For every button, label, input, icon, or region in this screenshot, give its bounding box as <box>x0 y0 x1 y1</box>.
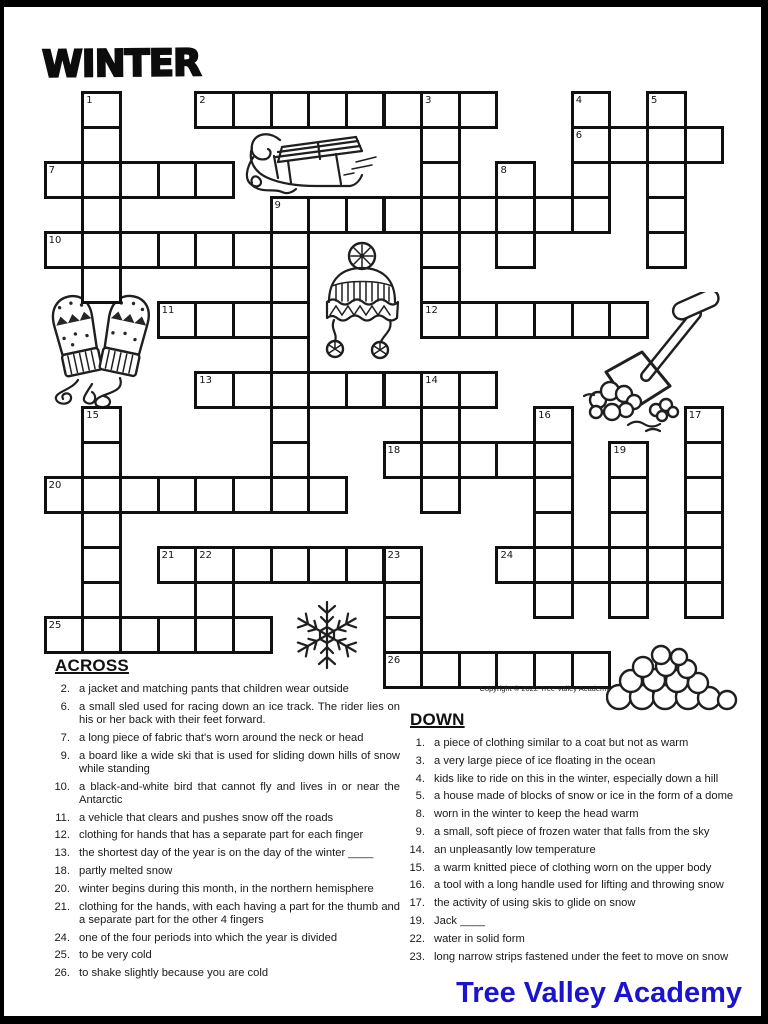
grid-cell[interactable] <box>157 161 198 199</box>
cell-number: 20 <box>48 479 62 491</box>
down-clue-15 <box>401 862 761 875</box>
cell-number: 4 <box>575 94 583 106</box>
grid-cell[interactable] <box>270 266 311 304</box>
grid-cell[interactable] <box>383 371 424 409</box>
grid-cell[interactable] <box>44 231 85 269</box>
across-clue-11 <box>46 812 400 825</box>
grid-cell[interactable] <box>194 581 235 619</box>
grid-cell[interactable] <box>533 476 574 514</box>
across-clue-10 <box>46 781 400 807</box>
grid-cell[interactable] <box>81 196 122 234</box>
grid-cell[interactable] <box>270 441 311 479</box>
clue-text: clothing for hands that has a separate part for each finger <box>79 829 364 842</box>
down-clue-5 <box>401 790 761 803</box>
clue-number: 17. <box>409 897 425 910</box>
grid-cell[interactable] <box>458 371 499 409</box>
grid-cell[interactable] <box>81 126 122 164</box>
clue-text: a black-and-white bird that cannot fly and lives in or near the Antarctic <box>79 780 400 806</box>
grid-cell[interactable] <box>345 196 386 234</box>
down-clue-23 <box>401 951 761 964</box>
grid-cell[interactable] <box>684 511 725 549</box>
down-clue-19 <box>401 915 761 928</box>
grid-cell[interactable] <box>495 546 536 584</box>
grid-cell[interactable] <box>420 651 461 689</box>
grid-cell[interactable] <box>119 231 160 269</box>
grid-cell[interactable] <box>345 91 386 129</box>
grid-cell[interactable] <box>684 476 725 514</box>
grid-cell[interactable] <box>420 301 461 339</box>
grid-cell[interactable] <box>232 301 273 339</box>
grid-cell[interactable] <box>571 126 612 164</box>
across-clue-26 <box>46 967 400 980</box>
grid-cell[interactable] <box>119 616 160 654</box>
grid-cell[interactable] <box>646 196 687 234</box>
clue-number: 19. <box>409 914 425 927</box>
grid-cell[interactable] <box>345 546 386 584</box>
cell-number: 5 <box>651 94 658 106</box>
clue-number: 2. <box>60 683 70 695</box>
cell-number: 18 <box>387 444 401 456</box>
grid-cell[interactable] <box>684 441 725 479</box>
grid-cell[interactable] <box>307 371 348 409</box>
grid-cell[interactable] <box>646 126 687 164</box>
clue-number: 9. <box>60 749 70 762</box>
grid-cell[interactable] <box>194 476 235 514</box>
down-clue-16 <box>401 879 761 892</box>
grid-cell[interactable] <box>420 406 461 444</box>
clue-text: a long piece of fabric that's worn around the neck or head <box>79 731 364 744</box>
clue-text: to shake slightly because you are cold <box>79 967 269 980</box>
grid-cell[interactable] <box>270 231 311 269</box>
grid-cell[interactable] <box>194 161 235 199</box>
clue-text: a board like a wide ski that is used for sliding down hills of snow while standing <box>79 749 400 775</box>
grid-cell[interactable] <box>571 161 612 199</box>
grid-cell[interactable] <box>44 616 85 654</box>
down-clue-4 <box>401 773 761 786</box>
clue-number: 4. <box>415 772 425 785</box>
cell-number: 1 <box>86 94 93 106</box>
across-clue-list <box>46 683 400 980</box>
grid-cell[interactable] <box>119 161 160 199</box>
clue-text: a warm knitted piece of clothing worn on the upper body <box>434 861 712 874</box>
cell-number: 15 <box>86 409 100 421</box>
clue-number: 1. <box>415 737 425 749</box>
grid-cell[interactable] <box>307 196 348 234</box>
clue-text: the shortest day of the year is on the day of the winter ____ <box>79 847 374 860</box>
cell-number: 19 <box>613 444 627 456</box>
grid-cell[interactable] <box>194 231 235 269</box>
grid-cell[interactable] <box>458 301 499 339</box>
grid-cell[interactable] <box>533 651 574 689</box>
down-clue-3 <box>401 755 761 768</box>
clue-text: an unpleasantly low temperature <box>434 843 596 856</box>
grid-cell[interactable] <box>81 441 122 479</box>
grid-cell[interactable] <box>270 546 311 584</box>
grid-cell[interactable] <box>270 301 311 339</box>
grid-cell[interactable] <box>232 476 273 514</box>
clue-text: a small, soft piece of frozen water that falls from the sky <box>434 825 710 838</box>
grid-cell[interactable] <box>420 91 461 129</box>
grid-cell[interactable] <box>495 231 536 269</box>
grid-cell[interactable] <box>458 441 499 479</box>
clue-number: 3. <box>415 754 425 767</box>
cell-number: 24 <box>500 549 514 561</box>
grid-cell[interactable] <box>81 231 122 269</box>
grid-cell[interactable] <box>383 196 424 234</box>
grid-cell[interactable] <box>495 441 536 479</box>
grid-cell[interactable] <box>81 91 122 129</box>
grid-cell[interactable] <box>270 406 311 444</box>
grid-cell[interactable] <box>270 91 311 129</box>
grid-cell[interactable] <box>81 161 122 199</box>
grid-cell[interactable] <box>345 371 386 409</box>
across-clue-25 <box>46 949 400 962</box>
cell-number: 26 <box>387 654 401 666</box>
clue-text: water in solid form <box>434 932 525 945</box>
cell-number: 14 <box>425 374 438 386</box>
clue-text: clothing for the hands, with each having a part for the thumb and a separate part for the other 4 fingers <box>79 900 400 926</box>
clue-number: 9. <box>415 825 425 838</box>
clue-number: 16. <box>409 879 425 892</box>
clue-text: a very large piece of ice floating in the ocean <box>434 754 656 767</box>
copyright-text: Copyright © 2022 Tree Valley Academy <box>479 684 610 693</box>
grid-cell[interactable] <box>684 126 725 164</box>
cell-number: 9 <box>274 199 281 211</box>
grid-cell[interactable] <box>420 266 461 304</box>
cell-number: 13 <box>199 374 212 386</box>
grid-cell[interactable] <box>495 196 536 234</box>
cell-number: 3 <box>425 94 432 106</box>
grid-cell[interactable] <box>608 511 649 549</box>
grid-cell[interactable] <box>495 161 536 199</box>
clue-text: a small sled used for racing down an ice track. The rider lies on his or her back with their feet forward. <box>79 700 400 726</box>
cell-number: 21 <box>161 549 175 561</box>
page-title: WINTER <box>41 41 201 86</box>
clue-number: 11. <box>55 811 70 824</box>
grid-cell[interactable] <box>232 91 273 129</box>
clue-number: 24. <box>54 931 70 944</box>
grid-cell[interactable] <box>571 196 612 234</box>
brand-logo-text[interactable]: Tree Valley Academy <box>456 977 742 1009</box>
grid-cell[interactable] <box>81 616 122 654</box>
grid-cell[interactable] <box>194 91 235 129</box>
grid-cell[interactable] <box>458 651 499 689</box>
clue-text: to be very cold <box>79 949 152 962</box>
grid-cell[interactable] <box>157 546 198 584</box>
grid-cell[interactable] <box>194 301 235 339</box>
grid-cell[interactable] <box>270 196 311 234</box>
clue-text: Jack ____ <box>434 914 485 927</box>
cell-number: 25 <box>48 619 62 631</box>
winter-hat-icon <box>316 239 408 363</box>
grid-cell[interactable] <box>608 126 649 164</box>
grid-cell[interactable] <box>420 231 461 269</box>
grid-cell[interactable] <box>383 546 424 584</box>
grid-cell[interactable] <box>157 616 198 654</box>
clue-text: kids like to ride on this in the winter, especially down a hill <box>434 772 719 785</box>
clue-text: one of the four periods into which the year is divided <box>79 931 338 944</box>
grid-cell[interactable] <box>533 406 574 444</box>
clue-number: 25. <box>54 949 70 962</box>
grid-cell[interactable] <box>684 406 725 444</box>
down-clue-8 <box>401 808 761 821</box>
grid-cell[interactable] <box>232 546 273 584</box>
cell-number: 16 <box>538 409 551 421</box>
grid-cell[interactable] <box>81 511 122 549</box>
grid-cell[interactable] <box>684 581 725 619</box>
grid-cell[interactable] <box>533 441 574 479</box>
across-header: ACROSS <box>55 656 129 675</box>
clue-number: 12. <box>54 829 70 842</box>
cell-number: 10 <box>48 234 62 246</box>
clue-number: 14. <box>409 843 425 856</box>
grid-cell[interactable] <box>458 91 499 129</box>
grid-cell[interactable] <box>608 546 649 584</box>
across-clue-18 <box>46 865 400 878</box>
clue-number: 21. <box>54 900 70 913</box>
grid-cell[interactable] <box>571 91 612 129</box>
grid-cell[interactable] <box>383 581 424 619</box>
clue-number: 13. <box>54 847 70 860</box>
across-clue-24 <box>46 932 400 945</box>
grid-cell[interactable] <box>270 476 311 514</box>
grid-cell[interactable] <box>119 476 160 514</box>
clue-number: 22. <box>409 932 425 945</box>
clue-number: 20. <box>54 882 70 895</box>
clue-text: the activity of using skis to glide on snow <box>434 897 636 910</box>
grid-cell[interactable] <box>646 91 687 129</box>
grid-cell[interactable] <box>684 546 725 584</box>
down-section <box>401 710 761 968</box>
grid-cell[interactable] <box>307 546 348 584</box>
grid-cell[interactable] <box>533 546 574 584</box>
grid-cell[interactable] <box>81 581 122 619</box>
down-clue-9 <box>401 826 761 839</box>
across-clue-2 <box>46 683 400 696</box>
grid-cell[interactable] <box>44 161 85 199</box>
cell-number: 22 <box>199 549 212 561</box>
grid-cell[interactable] <box>81 476 122 514</box>
down-header: DOWN <box>410 710 465 729</box>
clue-number: 18. <box>54 864 70 877</box>
clue-text: a tool with a long handle used for lifting and throwing snow <box>434 879 724 892</box>
grid-cell[interactable] <box>495 651 536 689</box>
grid-cell[interactable] <box>270 336 311 374</box>
grid-cell[interactable] <box>44 476 85 514</box>
cell-number: 11 <box>161 304 175 316</box>
grid-cell[interactable] <box>194 546 235 584</box>
across-clue-20 <box>46 883 400 896</box>
down-clue-17 <box>401 897 761 910</box>
clue-number: 10. <box>54 780 70 793</box>
down-clue-14 <box>401 844 761 857</box>
down-clue-1 <box>401 737 761 750</box>
grid-cell[interactable] <box>571 546 612 584</box>
sled-icon <box>238 128 378 198</box>
cell-number: 8 <box>500 164 507 176</box>
grid-cell[interactable] <box>232 371 273 409</box>
clue-number: 6. <box>60 700 70 713</box>
clue-number: 7. <box>60 731 70 744</box>
grid-cell[interactable] <box>420 161 461 199</box>
clue-number: 26. <box>54 967 70 980</box>
grid-cell[interactable] <box>307 91 348 129</box>
clue-text: worn in the winter to keep the head warm <box>434 808 639 821</box>
grid-cell[interactable] <box>420 441 461 479</box>
grid-cell[interactable] <box>157 301 198 339</box>
grid-cell[interactable] <box>608 441 649 479</box>
grid-cell[interactable] <box>383 616 424 654</box>
clue-number: 5. <box>415 790 425 803</box>
clue-number: 23. <box>409 950 425 963</box>
snowball-pile-icon <box>606 644 738 712</box>
grid-cell[interactable] <box>533 581 574 619</box>
clue-text: a jacket and matching pants that children wear outside <box>79 683 349 695</box>
grid-cell[interactable] <box>420 476 461 514</box>
mittens-icon <box>40 292 160 408</box>
grid-cell[interactable] <box>458 196 499 234</box>
grid-cell[interactable] <box>608 581 649 619</box>
cell-number: 17 <box>688 409 702 421</box>
clue-number: 15. <box>409 861 425 874</box>
across-clue-21 <box>46 901 400 927</box>
grid-cell[interactable] <box>646 231 687 269</box>
cell-number: 12 <box>425 304 438 316</box>
grid-cell[interactable] <box>232 231 273 269</box>
clue-text: a piece of clothing similar to a coat but not as warm <box>434 737 689 749</box>
grid-cell[interactable] <box>383 441 424 479</box>
grid-cell[interactable] <box>646 546 687 584</box>
clue-text: partly melted snow <box>79 864 173 877</box>
grid-cell[interactable] <box>608 301 649 339</box>
cell-number: 23 <box>387 549 401 561</box>
grid-cell[interactable] <box>232 616 273 654</box>
down-clue-22 <box>401 933 761 946</box>
clue-text: winter begins during this month, in the northern hemisphere <box>79 882 374 895</box>
grid-cell[interactable] <box>81 266 122 304</box>
grid-cell[interactable] <box>81 406 122 444</box>
grid-cell[interactable] <box>646 161 687 199</box>
across-clue-7 <box>46 732 400 745</box>
grid-cell[interactable] <box>194 371 235 409</box>
grid-cell[interactable] <box>270 371 311 409</box>
grid-cell[interactable] <box>608 476 649 514</box>
grid-cell[interactable] <box>533 196 574 234</box>
across-clue-12 <box>46 829 400 842</box>
cell-number: 7 <box>48 164 56 176</box>
clue-text: long narrow strips fastened under the feet to move on snow <box>434 950 729 963</box>
clue-number: 8. <box>415 808 425 821</box>
cell-number: 2 <box>199 94 206 106</box>
grid-cell[interactable] <box>420 196 461 234</box>
down-clue-list <box>401 737 761 964</box>
across-clue-13 <box>46 847 400 860</box>
grid-cell[interactable] <box>157 476 198 514</box>
grid-cell[interactable] <box>420 371 461 409</box>
grid-cell[interactable] <box>533 511 574 549</box>
across-clue-9 <box>46 750 400 776</box>
grid-cell[interactable] <box>571 301 612 339</box>
grid-cell[interactable] <box>420 126 461 164</box>
across-clue-6 <box>46 701 400 727</box>
grid-cell[interactable] <box>157 231 198 269</box>
grid-cell[interactable] <box>194 616 235 654</box>
grid-cell[interactable] <box>383 91 424 129</box>
grid-cell[interactable] <box>533 301 574 339</box>
grid-cell[interactable] <box>307 476 348 514</box>
grid-cell[interactable] <box>571 651 612 689</box>
across-section <box>46 656 400 985</box>
clue-text: a vehicle that clears and pushes snow off the roads <box>79 811 334 824</box>
cell-number: 6 <box>575 129 583 141</box>
grid-cell[interactable] <box>495 301 536 339</box>
grid-cell[interactable] <box>81 546 122 584</box>
clue-text: a house made of blocks of snow or ice in the form of a dome <box>434 790 734 803</box>
